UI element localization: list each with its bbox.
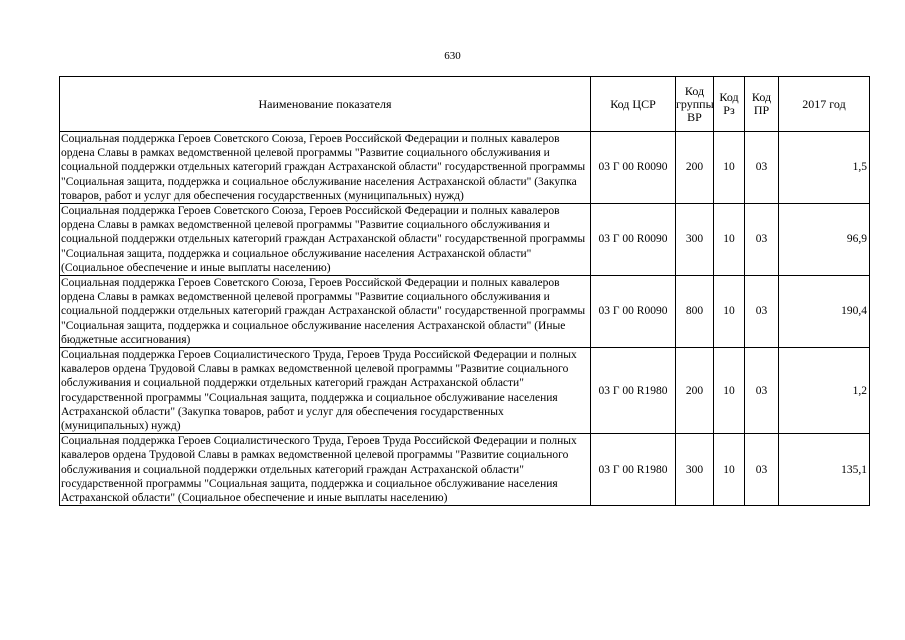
- row-csr: 03 Г 00 R0090: [591, 132, 676, 204]
- table-header-row: [60, 77, 870, 132]
- row-csr: 03 Г 00 R1980: [591, 348, 676, 434]
- row-vr: 200: [676, 132, 714, 204]
- row-rz: 10: [714, 276, 745, 348]
- header-year: 2017 год: [779, 77, 870, 132]
- page-number: 630: [444, 50, 461, 62]
- header-pr: Код ПР: [745, 77, 779, 132]
- row-rz: 10: [714, 132, 745, 204]
- row-value: 1,2: [779, 348, 870, 434]
- table-row: [60, 348, 870, 434]
- table-row: [60, 434, 870, 506]
- row-value: 96,9: [779, 204, 870, 276]
- row-vr: 800: [676, 276, 714, 348]
- row-pr: 03: [745, 132, 779, 204]
- row-csr: 03 Г 00 R0090: [591, 276, 676, 348]
- row-vr: 200: [676, 348, 714, 434]
- row-value: 135,1: [779, 434, 870, 506]
- table-row: [60, 204, 870, 276]
- row-name: Социальная поддержка Героев Советского Союза, Героев Российской Федерации и полных кавалеров ордена Славы в рамках ведомственной целевой программы "Развитие социального обслуживания и социальной поддержки отдельных категорий граждан Астраханской области" государственной программы "Социальная защита, поддержка и социальное обслуживание населения Астраханской области" (Закупка товаров, работ и услуг для обеспечения государственных (муниципальных) нужд): [60, 132, 591, 204]
- row-csr: 03 Г 00 R0090: [591, 204, 676, 276]
- row-pr: 03: [745, 434, 779, 506]
- row-value: 190,4: [779, 276, 870, 348]
- row-name: Социальная поддержка Героев Социалистического Труда, Героев Труда Российской Федерации и полных кавалеров ордена Трудовой Славы в рамках ведомственной целевой программы "Развитие социального обслуживания и социальной поддержки отдельных категорий граждан Астраханской области" государственной программы "Социальная защита, поддержка и социальное обслуживание населения Астраханской области" (Социальное обеспечение и иные выплаты населению): [60, 434, 591, 506]
- header-name: Наименование показателя: [60, 77, 591, 132]
- header-rz: Код Рз: [714, 77, 745, 132]
- row-value: 1,5: [779, 132, 870, 204]
- budget-table: [59, 76, 870, 506]
- row-rz: 10: [714, 434, 745, 506]
- row-pr: 03: [745, 348, 779, 434]
- row-name: Социальная поддержка Героев Социалистического Труда, Героев Труда Российской Федерации и полных кавалеров ордена Трудовой Славы в рамках ведомственной целевой программы "Развитие социального обслуживания и социальной поддержки отдельных категорий граждан Астраханской области" государственной программы "Социальная защита, поддержка и социальное обслуживание населения Астраханской области" (Закупка товаров, работ и услуг для обеспечения государственных (муниципальных) нужд): [60, 348, 591, 434]
- row-vr: 300: [676, 434, 714, 506]
- row-vr: 300: [676, 204, 714, 276]
- row-name: Социальная поддержка Героев Советского Союза, Героев Российской Федерации и полных кавалеров ордена Славы в рамках ведомственной целевой программы "Развитие социального обслуживания и социальной поддержки отдельных категорий граждан Астраханской области" государственной программы "Социальная защита, поддержка и социальное обслуживание населения Астраханской области" (Иные бюджетные ассигнования): [60, 276, 591, 348]
- row-pr: 03: [745, 276, 779, 348]
- header-vr: Код группы ВР: [676, 77, 714, 132]
- header-csr: Код ЦСР: [591, 77, 676, 132]
- table-row: [60, 132, 870, 204]
- row-pr: 03: [745, 204, 779, 276]
- row-csr: 03 Г 00 R1980: [591, 434, 676, 506]
- row-rz: 10: [714, 204, 745, 276]
- row-name: Социальная поддержка Героев Советского Союза, Героев Российской Федерации и полных кавалеров ордена Славы в рамках ведомственной целевой программы "Развитие социального обслуживания и социальной поддержки отдельных категорий граждан Астраханской области" государственной программы "Социальная защита, поддержка и социальное обслуживание населения Астраханской области" (Социальное обеспечение и иные выплаты населению): [60, 204, 591, 276]
- table-row: [60, 276, 870, 348]
- row-rz: 10: [714, 348, 745, 434]
